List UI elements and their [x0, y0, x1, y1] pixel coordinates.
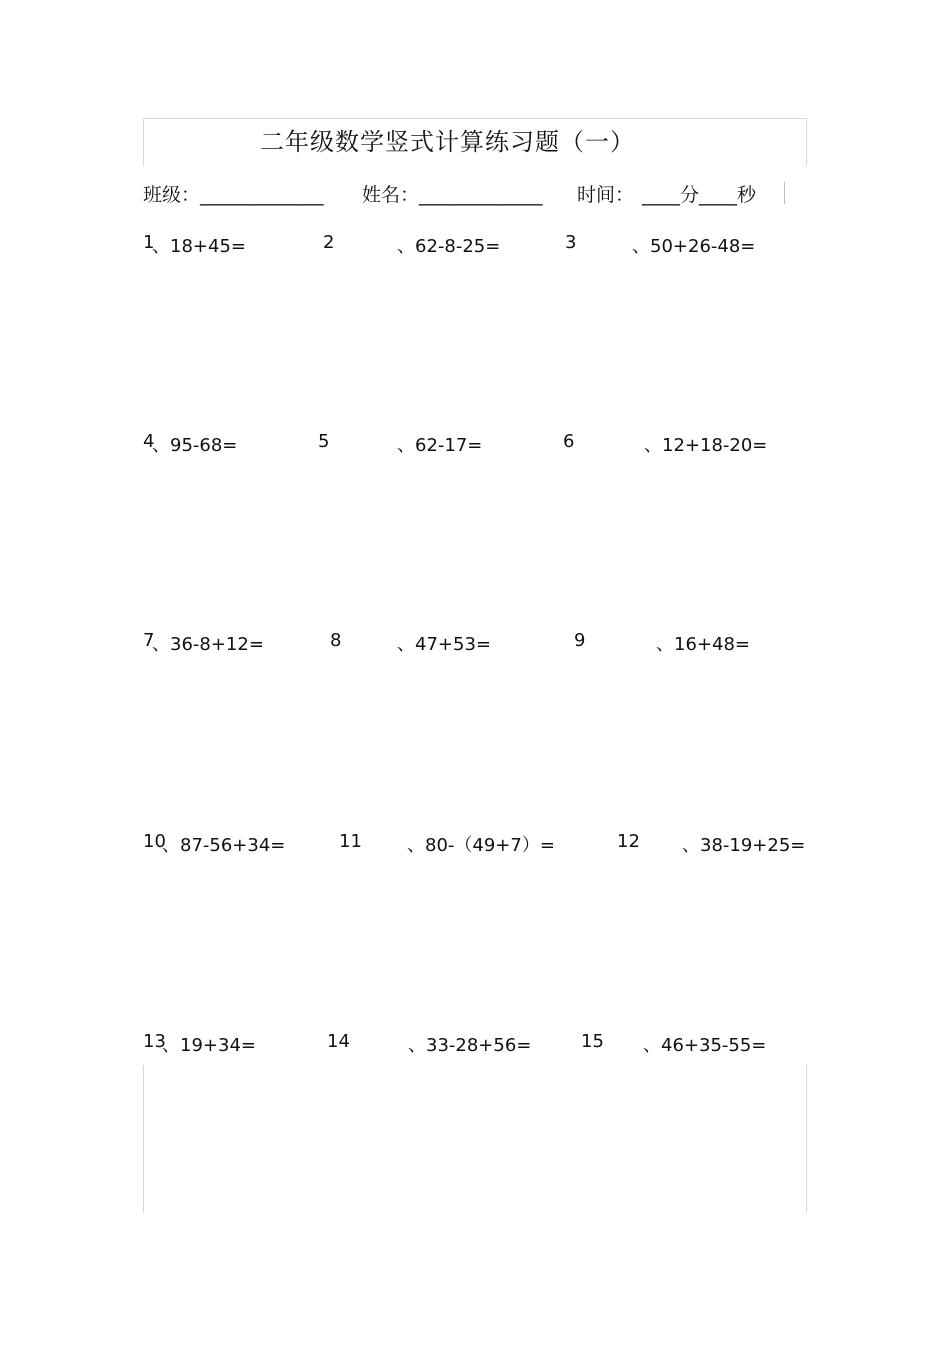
problem-number: 8: [330, 630, 342, 651]
problem-expression: 、87-56+34=: [162, 835, 286, 856]
frame-left-line-bottom: [143, 1065, 144, 1213]
problem-number: 15: [581, 1031, 604, 1052]
problem-expression: 、36-8+12=: [152, 634, 264, 655]
problem-number: 7: [143, 630, 155, 651]
page-title: 二年级数学竖式计算练习题（一）: [260, 128, 635, 156]
problem-number: 4: [143, 431, 155, 452]
problem-number: 10: [143, 831, 166, 852]
class-field: 班级：_____________: [143, 184, 324, 206]
frame-right-line-top: [806, 118, 807, 166]
problem-expression: 、38-19+25=: [682, 835, 806, 856]
problem-number: 6: [563, 431, 575, 452]
problem-expression: 、16+48=: [656, 634, 750, 655]
problem-number: 1: [143, 232, 155, 253]
cursor-mark: [784, 182, 785, 204]
problem-expression: 、46+35-55=: [643, 1035, 767, 1056]
problem-number: 3: [565, 232, 577, 253]
problem-number: 9: [574, 630, 586, 651]
name-field: 姓名：_____________: [362, 184, 543, 206]
frame-top-line: [143, 118, 806, 119]
problem-number: 14: [327, 1031, 350, 1052]
time-label: 时间：: [577, 184, 635, 206]
problem-expression: 、62-17=: [397, 435, 483, 456]
problem-number: 12: [617, 831, 640, 852]
problem-number: 11: [339, 831, 362, 852]
problem-expression: 、62-8-25=: [397, 236, 501, 257]
problem-expression: 、33-28+56=: [408, 1035, 532, 1056]
problem-number: 13: [143, 1031, 166, 1052]
problem-expression: 、47+53=: [397, 634, 491, 655]
problem-number: 5: [318, 431, 330, 452]
problem-expression: 、50+26-48=: [632, 236, 756, 257]
problem-expression: 、19+34=: [162, 1035, 256, 1056]
frame-right-line-bottom: [806, 1065, 807, 1213]
problem-number: 2: [323, 232, 335, 253]
time-field: ____分____秒: [642, 184, 757, 206]
problem-expression: 、12+18-20=: [644, 435, 768, 456]
problem-expression: 、80-（49+7）=: [407, 835, 555, 856]
problem-expression: 、95-68=: [152, 435, 238, 456]
frame-left-line-top: [143, 118, 144, 166]
problem-expression: 、18+45=: [152, 236, 246, 257]
